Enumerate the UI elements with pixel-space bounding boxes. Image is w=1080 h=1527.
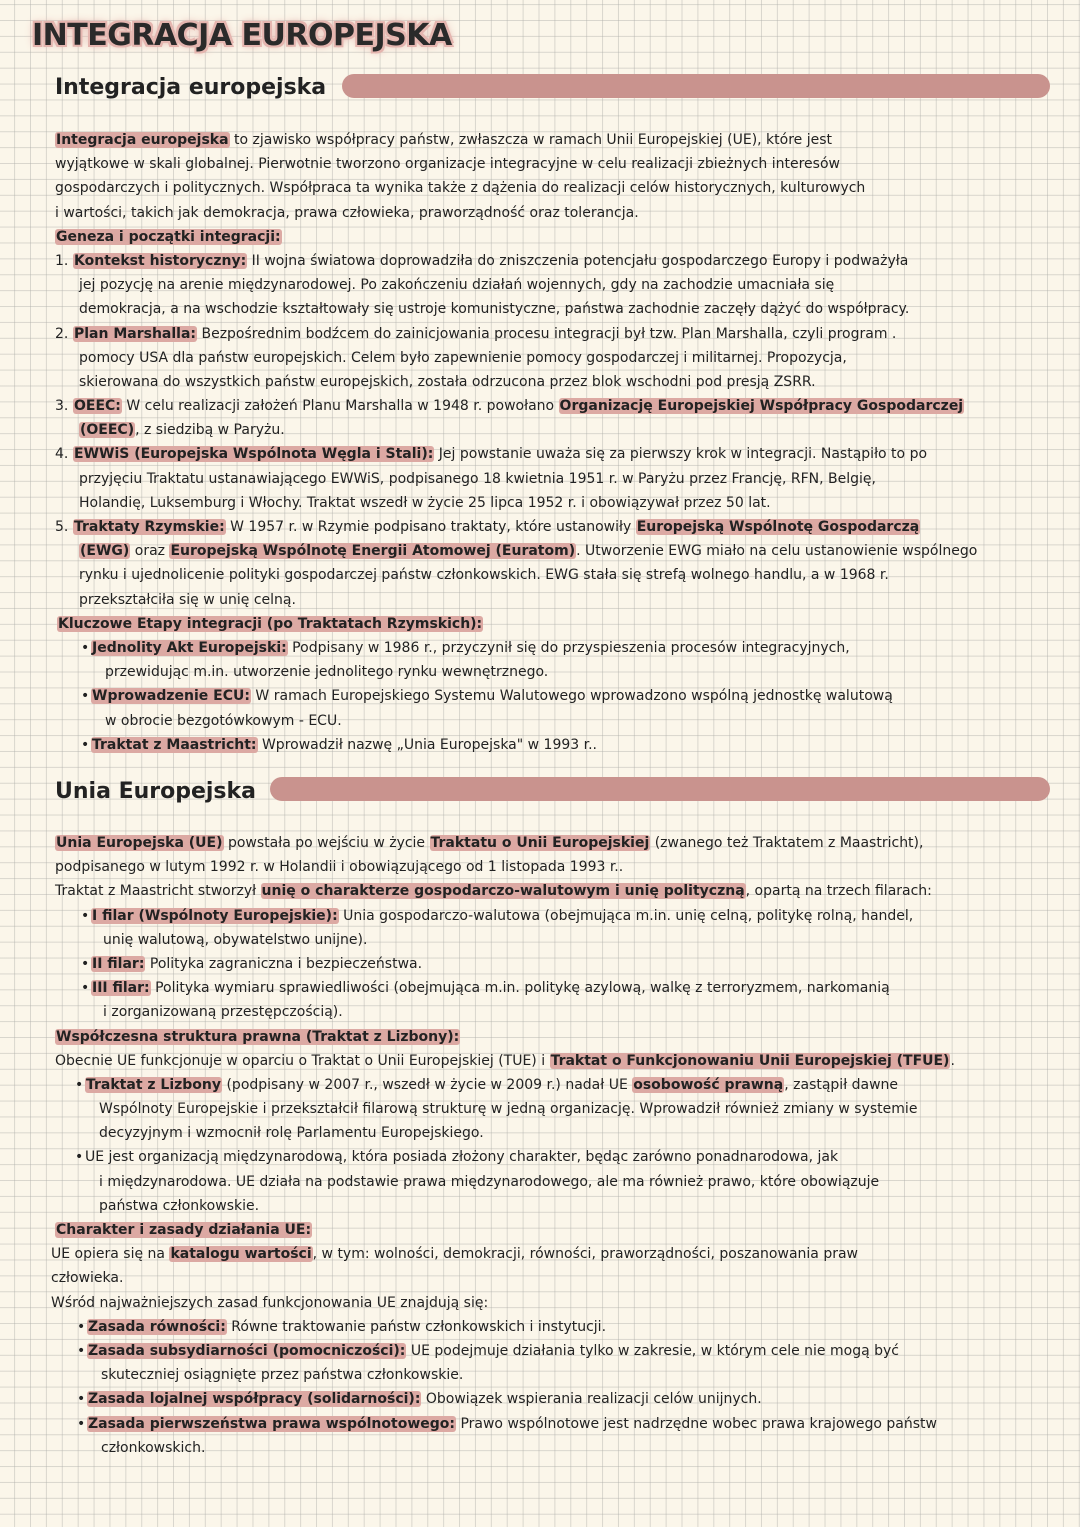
bullet-item: • UE jest organizacją międzynarodową, która posiada złożony charakter, będąc zarówno ponadnarodowa, jak <box>75 1149 839 1166</box>
bullet-item-line: unię walutową, obywatelstwo unijne). <box>103 931 368 948</box>
list-item-line: (OEEC), z siedzibą w Paryżu. <box>80 422 285 439</box>
list-item-line: demokracja, a na wschodzie kształtowały się ustroje komunistyczne, państwa zachodnie zaczęły dążyć do współpracy. <box>79 301 910 318</box>
intro-line: Traktat z Maastricht stworzył unię o charakterze gospodarczo-walutowym i unię polityczną, opartą na trzech filarach: <box>55 883 932 900</box>
bullet-item: • Zasada lojalnej współpracy (solidarności): Obowiązek wspierania realizacji celów unijnych. <box>77 1391 762 1408</box>
list-item-line: przekształciła się w unię celną. <box>79 591 296 608</box>
section2-body <box>51 831 955 1460</box>
bullet-item: • I filar (Wspólnoty Europejskie): Unia gospodarczo-walutowa (obejmująca m.in. unię celną, politykę rolną, handel, <box>81 907 914 924</box>
list-item: 5. Traktaty Rzymskie: W 1957 r. w Rzymie podpisano traktaty, które ustanowiły Europejską Wspólnotę Gospodarczą <box>55 519 920 535</box>
bullet-item: • Traktat z Maastricht: Wprowadził nazwę „Unia Europejska" w 1993 r.. <box>81 736 597 753</box>
bullet-item-line: przewidując m.in. utworzenie jednolitego rynku wewnętrznego. <box>105 664 549 681</box>
intro-line: Unia Europejska (UE) powstała po wejściu w życie Traktatu o Unii Europejskiej (zwanego też Traktatem z Maastricht), <box>56 835 924 851</box>
intro-line: podpisanego w lutym 1992 r. w Holandii i obowiązującego od 1 listopada 1993 r.. <box>55 859 624 876</box>
bullet-item-line: państwa członkowskie. <box>99 1197 260 1214</box>
list-item-line: skierowana do wszystkich państw europejskich, została odrzucona przez blok wschodni pod presją ZSRR. <box>79 373 816 390</box>
bullet-item: • Wprowadzenie ECU: W ramach Europejskiego Systemu Walutowego wprowadzono wspólną jednostkę walutową <box>81 688 893 705</box>
body-line: UE opiera się na katalogu wartości, w tym: wolności, demokracji, równości, praworządności, poszanowania praw <box>51 1246 858 1263</box>
list-item: 1. Kontekst historyczny: II wojna światowa doprowadziła do zniszczenia potencjału gospodarczego Europy i podważyła <box>55 252 909 269</box>
list-item-line: jej pozycję na arenie międzynarodowej. Po zakończeniu działań wojennych, gdy na zachodzie umacniała się <box>79 277 835 294</box>
list-item-line: pomocy USA dla państw europejskich. Celem było zapewnienie pomocy gospodarczej i militarnej. Propozycja, <box>79 349 847 366</box>
bullet-item: • Jednolity Akt Europejski: Podpisany w 1986 r., przyczynił się do przyspieszenia procesów integracyjnych, <box>81 639 850 656</box>
bullet-item-line: członkowskich. <box>101 1439 206 1456</box>
heading-bar-decoration <box>342 74 1050 98</box>
section-heading-unia <box>55 776 256 806</box>
page-title: INTEGRACJA EUROPEJSKA <box>32 18 452 53</box>
body-line: Wśród najważniejszych zasad funkcjonowania UE znajdują się: <box>51 1294 489 1311</box>
list-item: 2. Plan Marshalla: Bezpośrednim bodźcem do zainicjowania procesu integracji był tzw. Plan Marshalla, czyli program . <box>55 325 897 342</box>
list-item: 4. EWWiS (Europejska Wspólnota Węgla i Stali): Jej powstanie uważa się za pierwszy krok w integracji. Nastąpiło to po <box>55 446 928 463</box>
section-heading-integracja <box>55 72 326 102</box>
bullet-item-line: Wspólnoty Europejskie i przekształcił filarową strukturę w jedną organizację. Wprowadził również zmiany w systemie <box>99 1101 918 1118</box>
list-item-line: rynku i ujednolicenie polityki gospodarczej państw członkowskich. EWG stała się strefą wolnego handlu, a w 1968 r. <box>79 567 889 584</box>
bullet-item-line: i zorganizowaną przestępczością). <box>103 1004 343 1021</box>
section-heading-text: Integracja europejska <box>55 74 327 100</box>
list-item: 3. OEEC: W celu realizacji założeń Planu Marshalla w 1948 r. powołano Organizację Europejskiej Współpracy Gospodarczej <box>55 398 964 415</box>
list-item-line: przyjęciu Traktatu ustanawiającego EWWiS, podpisanego 18 kwietnia 1951 r. w Paryżu przez Francję, RFN, Belgię, <box>79 470 876 487</box>
bullet-item: • Zasada równości: Równe traktowanie państw członkowskich i instytucji. <box>77 1318 607 1335</box>
intro-line: gospodarczych i politycznych. Współpraca ta wynika także z dążenia do realizacji celów historycznych, kulturowych <box>55 180 866 197</box>
body-line: Obecnie UE funkcjonuje w oparciu o Traktat o Unii Europejskiej (TUE) i Traktat o Funkcjonowaniu Unii Europejskiej (TFUE). <box>55 1052 955 1069</box>
bullet-item-line: decyzyjnym i wzmocnił rolę Parlamentu Europejskiego. <box>99 1125 484 1142</box>
list-item-line: (EWG) oraz Europejską Wspólnotę Energii Atomowej (Euratom). Utworzenie EWG miało na celu ustanowienie wspólnego <box>80 543 978 560</box>
bullet-item: • Zasada subsydiarności (pomocniczości): UE podejmuje działania tylko w zakresie, w którym cele nie mogą być <box>77 1342 899 1359</box>
subheading-etapy: Kluczowe Etapy integracji (po Traktatach Rzymskich): <box>58 615 483 632</box>
bullet-item: • Zasada pierwszeństwa prawa wspólnotowego: Prawo wspólnotowe jest nadrzędne wobec prawa krajowego państw <box>77 1415 937 1432</box>
bullet-item: • III filar: Polityka wymiaru sprawiedliwości (obejmująca m.in. politykę azylową, walkę z terroryzmem, narkomanią <box>81 980 890 997</box>
body-line: człowieka. <box>51 1270 124 1287</box>
bullet-item: • II filar: Polityka zagraniczna i bezpieczeństwa. <box>81 955 423 972</box>
subheading-geneza: Geneza i początki integracji: <box>56 228 281 245</box>
list-item-line: Holandię, Luksemburg i Włochy. Traktat wszedł w życie 25 lipca 1952 r. i obowiązywał przez 50 lat. <box>79 494 771 511</box>
bullet-item-line: i międzynarodowa. UE działa na podstawie prawa międzynarodowego, ale ma również prawo, które obowiązuje <box>99 1173 880 1190</box>
intro-line: Integracja europejska to zjawisko współpracy państw, zwłaszcza w ramach Unii Europejskiej (UE), które jest <box>56 132 833 148</box>
subheading-zasady: Charakter i zasady działania UE: <box>56 1222 312 1238</box>
bullet-item-line: skuteczniej osiągnięte przez państwa członkowskie. <box>101 1367 464 1384</box>
section-heading-text: Unia Europejska <box>55 778 257 804</box>
highlighted-term: Integracja europejska <box>56 132 229 148</box>
bullet-item: • Traktat z Lizbony (podpisany w 2007 r., wszedł w życie w 2009 r.) nadał UE osobowość prawną, zastąpił dawne <box>75 1076 899 1093</box>
bullet-item-line: w obrocie bezgotówkowym - ECU. <box>105 712 342 729</box>
heading-bar-decoration <box>270 777 1050 801</box>
section1-body <box>55 128 977 757</box>
intro-line: i wartości, takich jak demokracja, prawa człowieka, praworządność oraz tolerancja. <box>55 204 639 221</box>
subheading-lizbona: Współczesna struktura prawna (Traktat z Lizbony): <box>56 1028 460 1045</box>
intro-line: wyjątkowe w skali globalnej. Pierwotnie tworzono organizacje integracyjne w celu realizacji zbieżnych interesów <box>55 156 840 173</box>
